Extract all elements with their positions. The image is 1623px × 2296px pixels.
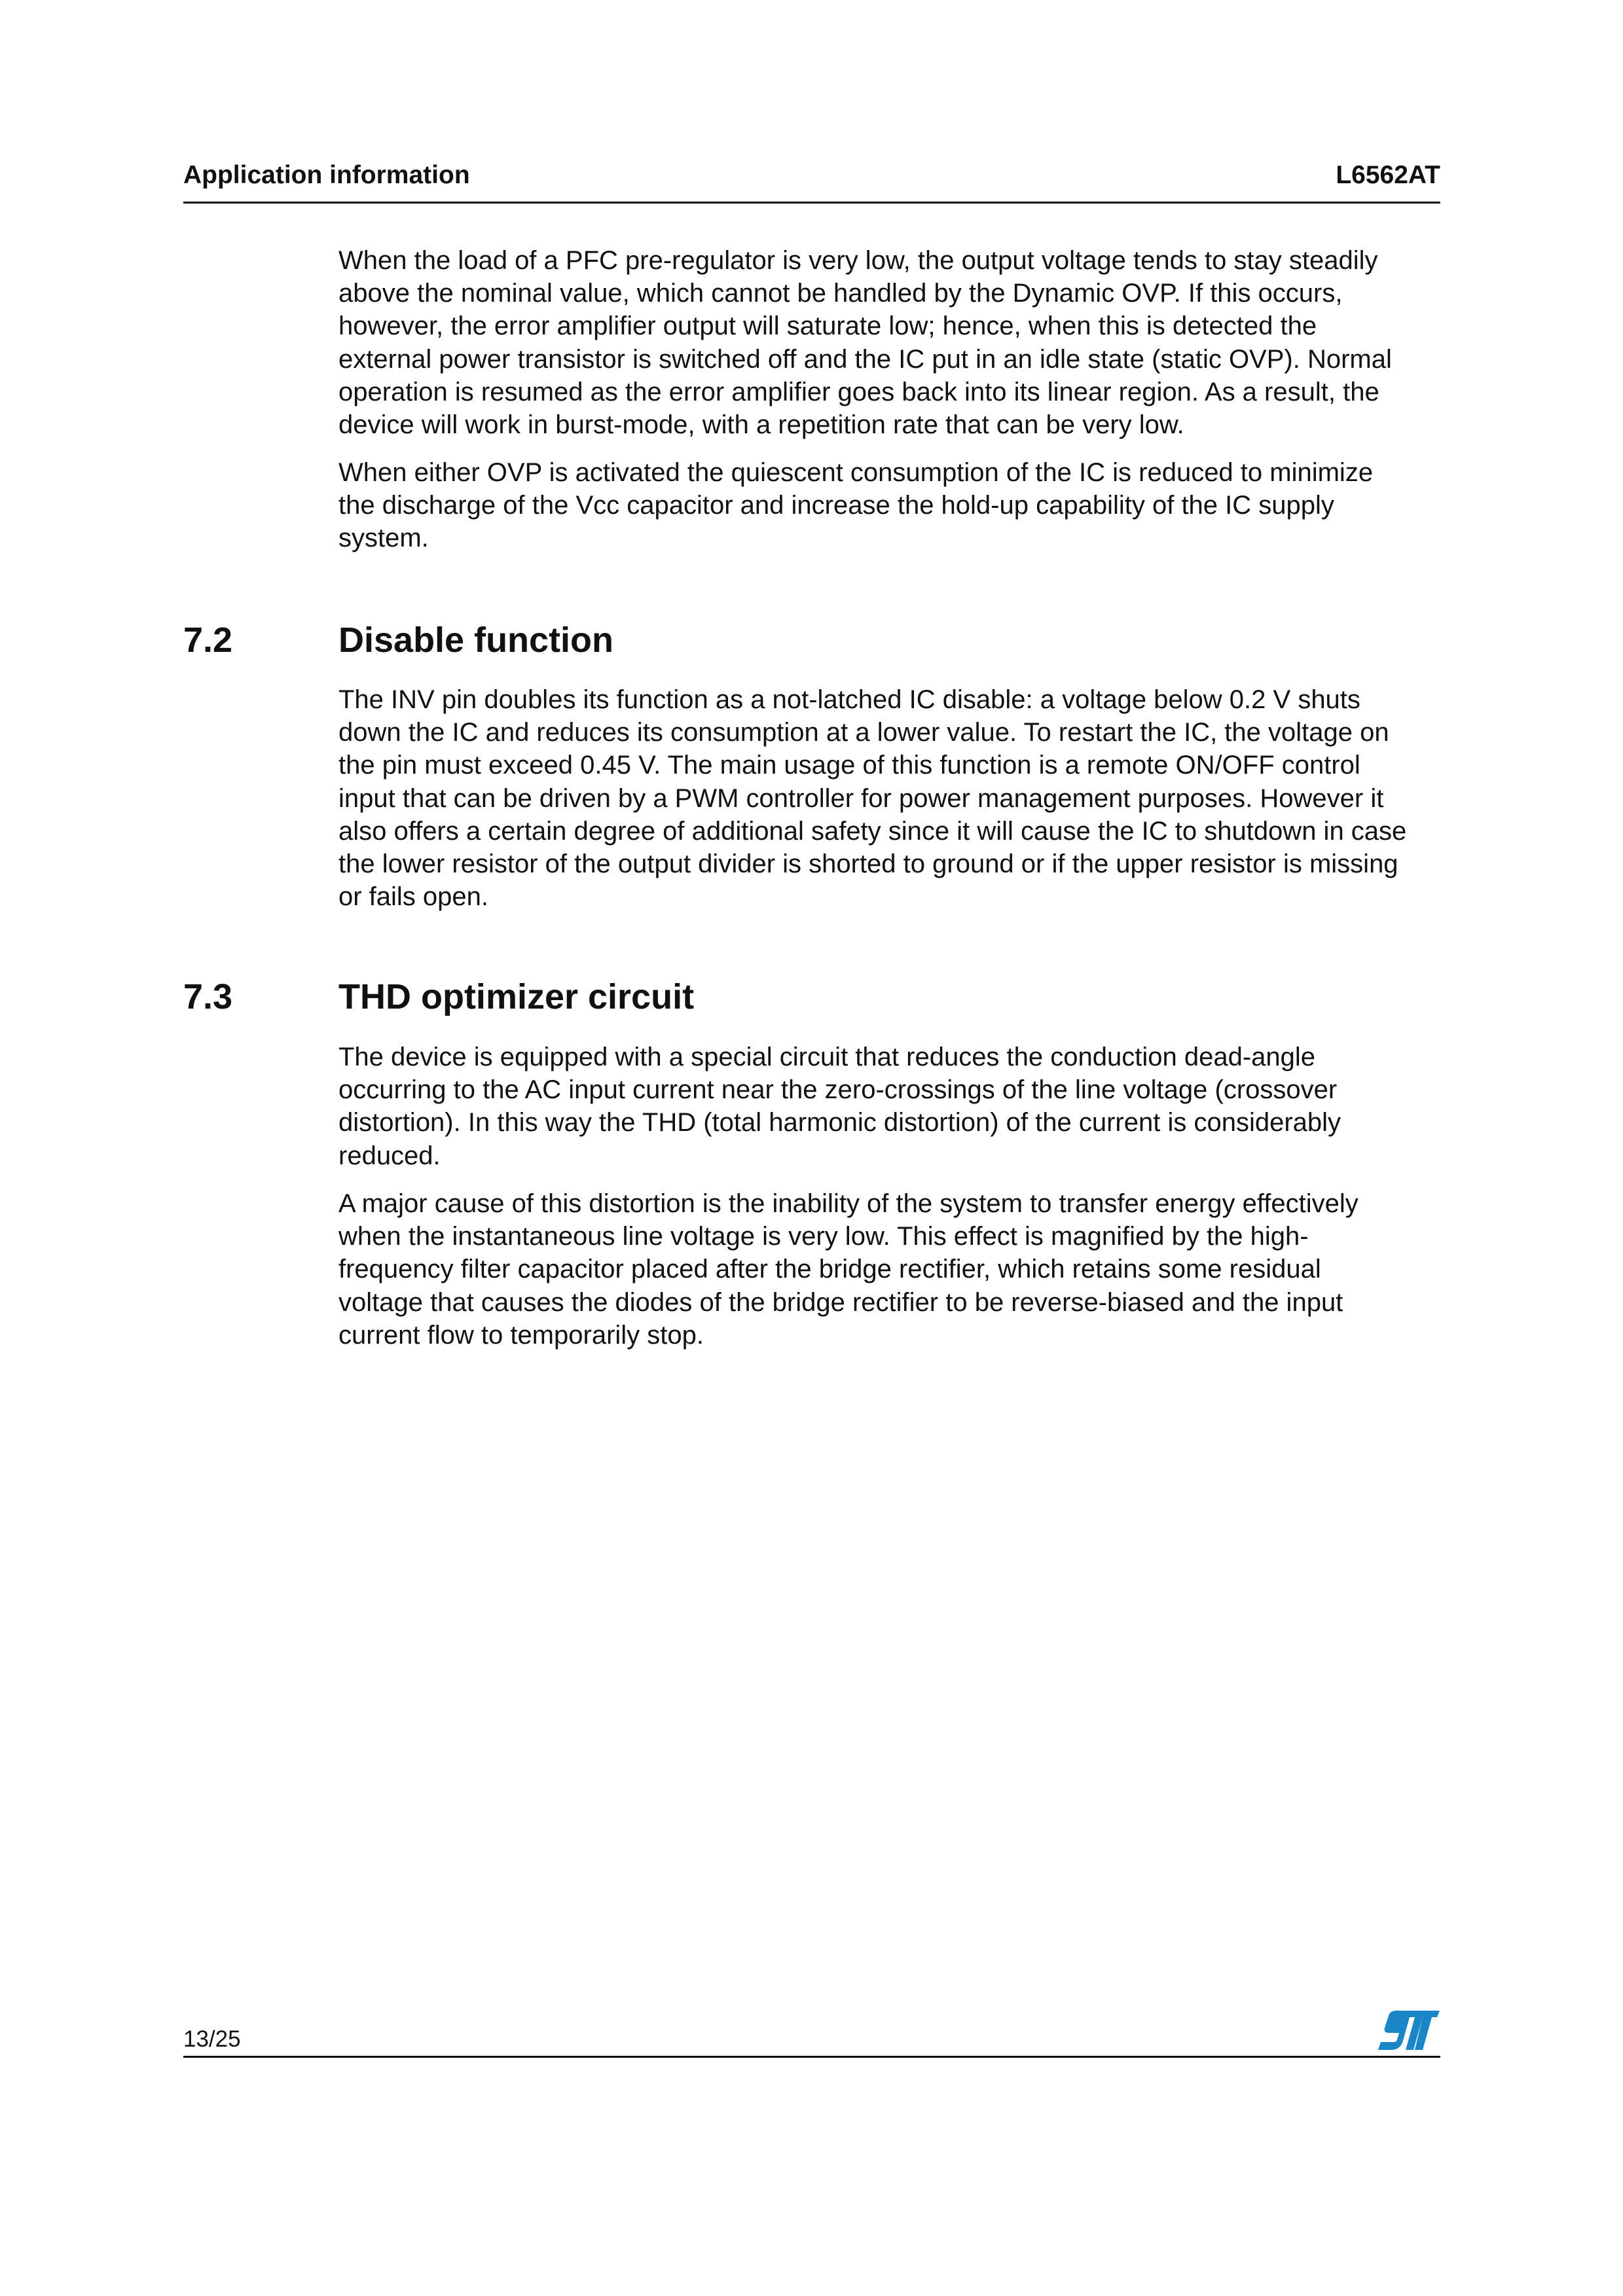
text-line: voltage that causes the diodes of the bridge rectifier to be reverse-biased and the input [338,1287,1343,1317]
text-line: The INV pin doubles its function as a not-latched IC disable: a voltage below 0.2 V shuts [338,685,1360,714]
header-part-number: L6562AT [1336,161,1440,189]
text-line: current flow to temporarily stop. [338,1320,704,1350]
page-number: 13/25 [183,2026,241,2052]
text-line: system. [338,524,429,553]
text-line: A major cause of this distortion is the inability of the system to transfer energy effectively [338,1189,1359,1218]
paragraph [338,456,1373,555]
section-number: 7.3 [183,977,233,1016]
text-line: input that can be driven by a PWM controller for power management purposes. However it [338,783,1384,813]
text-line: the discharge of the Vcc capacitor and increase the hold-up capability of the IC supply [338,491,1334,520]
text-line: The device is equipped with a special circuit that reduces the conduction dead-angle [338,1043,1316,1071]
text-line: however, the error amplifier output will saturate low; hence, when this is detected the [338,312,1317,341]
text-line: above the nominal value, which cannot be handled by the Dynamic OVP. If this occurs, [338,279,1343,308]
text-line: or fails open. [338,882,489,912]
paragraph [338,1187,1359,1352]
text-line: reduced. [338,1141,441,1170]
section-title: THD optimizer circuit [338,977,695,1016]
text-line: When either OVP is activated the quiescent consumption of the IC is reduced to minimize [338,458,1374,487]
text-line: When the load of a PFC pre-regulator is very low, the output voltage tends to stay steadily [338,246,1378,275]
paragraph [338,1041,1341,1172]
section-number: 7.2 [183,620,233,660]
header-rule [183,202,1440,204]
paragraph [338,683,1406,913]
text-line: device will work in burst-mode, with a repetition rate that can be very low. [338,410,1184,440]
text-line: when the instantaneous line voltage is very low. This effect is magnified by the high- [338,1222,1309,1251]
section-title: Disable function [338,620,614,660]
text-line: operation is resumed as the error amplifier goes back into its linear region. As a result, the [338,377,1379,406]
header-section-title: Application information [183,161,470,189]
text-line: occurring to the AC input current near the zero-crossings of the line voltage (crossover [338,1075,1338,1105]
text-line: down the IC and reduces its consumption at a lower value. To restart the IC, the voltage on [338,718,1389,747]
text-line: also offers a certain degree of additional safety since it will cause the IC to shutdown in case [338,816,1407,846]
text-line: distortion). In this way the THD (total harmonic distortion) of the current is considerably [338,1108,1341,1138]
text-line: the lower resistor of the output divider is shorted to ground or if the upper resistor is missing [338,850,1398,879]
text-line: external power transistor is switched off and the IC put in an idle state (static OVP). Normal [338,344,1392,374]
text-line: the pin must exceed 0.45 V. The main usage of this function is a remote ON/OFF control [338,751,1360,780]
text-line: frequency filter capacitor placed after the bridge rectifier, which retains some residual [338,1255,1321,1284]
footer-rule [183,2056,1440,2058]
paragraph [338,244,1392,441]
st-logo-icon [1377,2009,1441,2051]
